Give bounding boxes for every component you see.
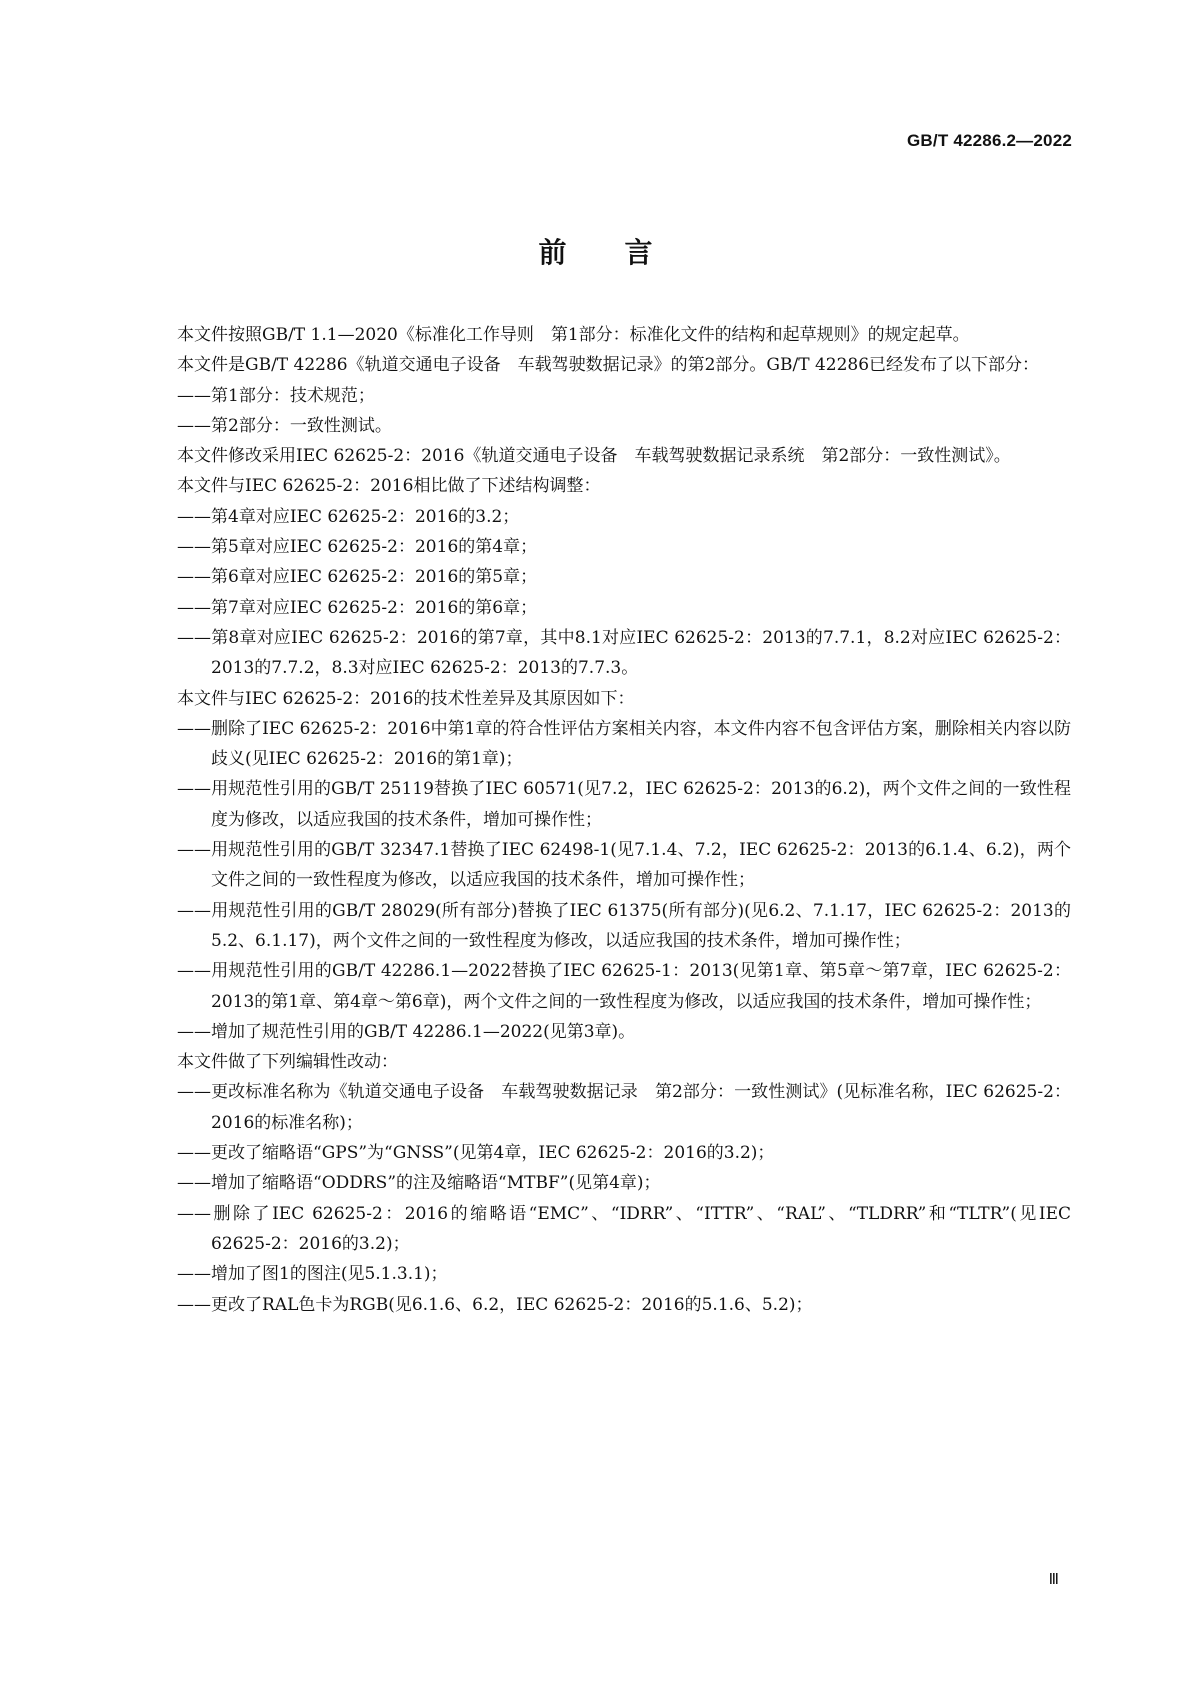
list-item: ——用规范性引用的GB/T 32347.1替换了IEC 62498-1(见7.1.4、7.2，IEC 62625-2：2013的6.1.4、6.2)，两个文件之间的一致性程度为修改，以适应我国的技术条件，增加可操作性；: [177, 840, 1071, 891]
paragraph: 本文件与IEC 62625-2：2016相比做了下述结构调整：: [177, 476, 601, 497]
list-item: ——增加了规范性引用的GB/T 42286.1—2022(见第3章)。: [177, 1021, 636, 1042]
list-item: ——用规范性引用的GB/T 42286.1—2022替换了IEC 62625-1：2013(见第1章、第5章～第7章，IEC 62625-2：2013的第1章、第4章～第6章)，两个文件之间的一致性程度为修改，以适应我国的技术条件，增加可操作性；: [177, 961, 1071, 1012]
paragraph: 本文件做了下列编辑性改动：: [177, 1052, 398, 1073]
paragraph: 本文件是GB/T 42286《轨道交通电子设备 车载驾驶数据记录》的第2部分。GB/T 42286已经发布了以下部分：: [177, 355, 1040, 376]
list-item: ——第4章对应IEC 62625-2：2016的3.2；: [177, 506, 520, 527]
paragraph: 本文件修改采用IEC 62625-2：2016《轨道交通电子设备 车载驾驶数据记录系统 第2部分：一致性测试》。: [177, 446, 1011, 467]
list-item: ——第7章对应IEC 62625-2：2016的第6章；: [177, 597, 538, 618]
list-item: ——更改了RAL色卡为RGB(见6.1.6、6.2，IEC 62625-2：2016的5.1.6、5.2)；: [177, 1294, 813, 1315]
list-item: ——用规范性引用的GB/T 25119替换了IEC 60571(见7.2，IEC 62625-2：2013的6.2)，两个文件之间的一致性程度为修改，以适应我国的技术条件，增加可操作性；: [177, 779, 1071, 830]
list-item: ——删除了IEC 62625-2：2016的缩略语“EMC”、“IDRR”、“ITTR”、“RAL”、“TLDRR”和“TLTR”(见IEC 62625-2：2016的3.2)；: [177, 1203, 1071, 1254]
list-item: ——第5章对应IEC 62625-2：2016的第4章；: [177, 537, 538, 558]
list-item: ——增加了缩略语“ODDRS”的注及缩略语“MTBF”(见第4章)；: [177, 1173, 661, 1194]
list-item: ——第6章对应IEC 62625-2：2016的第5章；: [177, 567, 538, 588]
page-number: Ⅲ: [1048, 1572, 1059, 1588]
list-item: ——删除了IEC 62625-2：2016中第1章的符合性评估方案相关内容，本文件内容不包含评估方案，删除相关内容以防歧义(见IEC 62625-2：2016的第1章)；: [177, 718, 1071, 770]
list-item: ——第1部分：技术规范；: [177, 385, 375, 406]
list-item: ——增加了图1的图注(见5.1.3.1)；: [177, 1264, 448, 1285]
list-item: ——用规范性引用的GB/T 28029(所有部分)替换了IEC 61375(所有部分)(见6.2、7.1.17，IEC 62625-2：2013的5.2、6.1.17)，两个文件之间的一致性程度为修改，以适应我国的技术条件，增加可操作性；: [177, 900, 1071, 951]
list-item: ——第8章对应IEC 62625-2：2016的第7章，其中8.1对应IEC 62625-2：2013的7.7.1，8.2对应IEC 62625-2：2013的7.7.2，8.3对应IEC 62625-2：2013的7.7.3。: [177, 627, 1071, 679]
page-title: 前言: [538, 236, 711, 269]
paragraph: 本文件按照GB/T 1.1—2020《标准化工作导则 第1部分：标准化文件的结构和起草规则》的规定起草。: [177, 325, 970, 345]
document-body: [143, 320, 1071, 1320]
paragraph: 本文件与IEC 62625-2：2016的技术性差异及其原因如下：: [177, 688, 635, 709]
list-item: ——更改了缩略语“GPS”为“GNSS”(见第4章，IEC 62625-2：2016的3.2)；: [177, 1143, 775, 1164]
standard-code: GB/T 42286.2—2022: [907, 131, 1072, 150]
list-item: ——更改标准名称为《轨道交通电子设备 车载驾驶数据记录 第2部分：一致性测试》(见标准名称，IEC 62625-2：2016的标准名称)；: [177, 1082, 1071, 1133]
list-item: ——第2部分：一致性测试。: [177, 415, 392, 436]
